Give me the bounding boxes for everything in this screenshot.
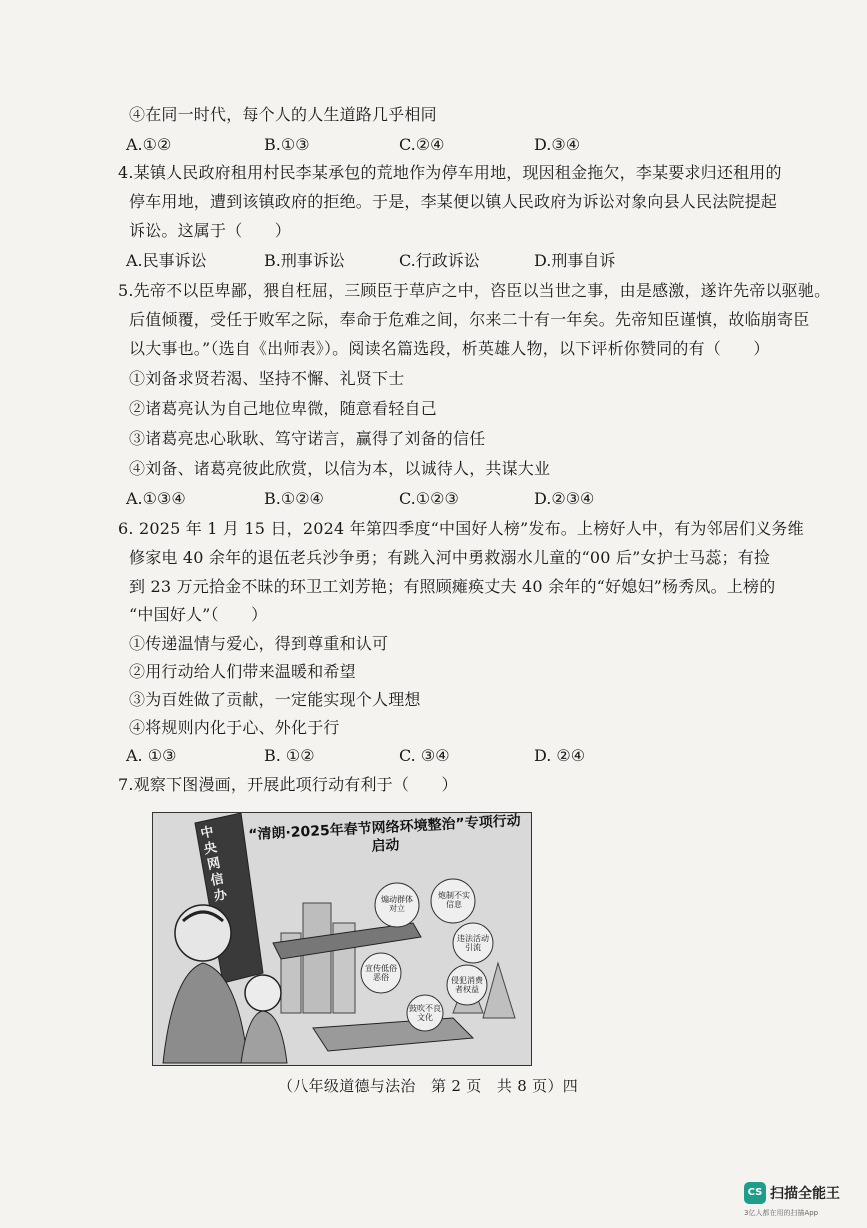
q6-statement-3: ③为百姓做了贡献，一定能实现个人理想 [129, 690, 421, 709]
q5-option-c[interactable]: C.①②③ [399, 489, 459, 508]
q6-statement-2: ②用行动给人们带来温暖和希望 [129, 662, 356, 681]
q4-stem-line-3: 诉讼。这属于（ ） [129, 221, 292, 240]
q4-option-d[interactable]: D.刑事自诉 [534, 251, 616, 270]
scanner-watermark [744, 1180, 854, 1220]
q3-option-c[interactable]: C.②④ [399, 135, 445, 154]
cartoon-bubble-2: 煽动群体对立 [381, 895, 413, 913]
q7-stem: 7.观察下图漫画，开展此项行动有利于（ ） [118, 775, 458, 794]
q6-stem-line-2: 修家电 40 余年的退伍老兵沙争勇；有跳入河中勇救溺水儿童的“00 后”女护士马蕊；有捡 [129, 548, 771, 567]
q6-option-b[interactable]: B. ①② [264, 746, 315, 765]
q4-option-b[interactable]: B.刑事诉讼 [264, 251, 345, 270]
q6-option-c[interactable]: C. ③④ [399, 746, 450, 765]
q6-stem-line-3: 到 23 万元拾金不昧的环卫工刘芳艳；有照顾瘫痪丈夫 40 余年的“好媳妇”杨秀凤。上榜的 [129, 577, 776, 596]
q3-option-a[interactable]: A.①② [126, 135, 172, 154]
cartoon-bubble-6: 鼓吹不良文化 [409, 1004, 441, 1022]
q5-stem-line-3: 以大事也。”（选自《出师表》）。阅读名篇选段，析英雄人物，以下评析你赞同的有（ ） [129, 339, 770, 358]
q5-stem-line-1: 5.先帝不以臣卑鄙，猥自枉屈，三顾臣于草庐之中，咨臣以当世之事，由是感激，遂许先帝以驱驰。 [118, 281, 831, 300]
q4-stem-line-2: 停车用地，遭到该镇政府的拒绝。于是，李某便以镇人民政府为诉讼对象向县人民法院提起 [129, 192, 778, 211]
q5-statement-4: ④刘备、诸葛亮彼此欣赏，以信为本，以诚待人，共谋大业 [129, 459, 551, 478]
cartoon-headline: “清朗·2025年春节网络环境整治”专项行动启动 [247, 812, 522, 855]
q3-option-b[interactable]: B.①③ [264, 135, 310, 154]
q6-option-a[interactable]: A. ①③ [126, 746, 177, 765]
q3-option-d[interactable]: D.③④ [534, 135, 581, 154]
q6-statement-4: ④将规则内化于心、外化于行 [129, 718, 340, 737]
cartoon-bubble-3: 违法活动引流 [457, 934, 489, 952]
cartoon-bubble-5: 宣传低俗恶俗 [365, 964, 397, 982]
q5-statement-1: ①刘备求贤若渴、坚持不懈、礼贤下士 [129, 369, 405, 388]
cartoon-bubble-4: 侵犯消费者权益 [451, 976, 483, 994]
q5-statement-3: ③诸葛亮忠心耿耿、笃守诺言，赢得了刘备的信任 [129, 429, 486, 448]
cartoon-banner-text: 中央网信办 [199, 824, 229, 905]
q3-statement-4: ④在同一时代，每个人的人生道路几乎相同 [129, 105, 437, 124]
q6-stem-line-1: 6. 2025 年 1 月 15 日，2024 年第四季度“中国好人榜”发布。上榜好人中，有为邻居们义务维 [118, 519, 804, 538]
watermark-app-name: 扫描全能王 [770, 1186, 840, 1202]
q5-option-d[interactable]: D.②③④ [534, 489, 595, 508]
q5-option-b[interactable]: B.①②④ [264, 489, 324, 508]
watermark-tagline: 3亿人都在用的扫描App [744, 1209, 819, 1217]
cartoon-illustration [152, 812, 532, 1066]
q5-stem-line-2: 后值倾覆，受任于败军之际，奉命于危难之间，尔来二十有一年矣。先帝知臣谨慎，故临崩寄臣 [129, 310, 810, 329]
q6-statement-1: ①传递温情与爱心，得到尊重和认可 [129, 634, 389, 653]
q4-option-a[interactable]: A.民事诉讼 [126, 251, 207, 270]
q5-statement-2: ②诸葛亮认为自己地位卑微，随意看轻自己 [129, 399, 437, 418]
cartoon-bubble-1: 炮制不实信息 [438, 891, 470, 909]
q4-option-c[interactable]: C.行政诉讼 [399, 251, 480, 270]
q5-option-a[interactable]: A.①③④ [126, 489, 186, 508]
q4-stem-line-1: 4.某镇人民政府租用村民李某承包的荒地作为停车用地，现因租金拖欠，李某要求归还租用的 [118, 163, 782, 182]
camscanner-logo-icon: CS [744, 1182, 766, 1204]
q6-option-d[interactable]: D. ②④ [534, 746, 586, 765]
page-footer: （八年级道德与法治 第 2 页 共 8 页）四 [278, 1077, 579, 1095]
q6-stem-line-4: “中国好人”（ ） [129, 605, 268, 624]
